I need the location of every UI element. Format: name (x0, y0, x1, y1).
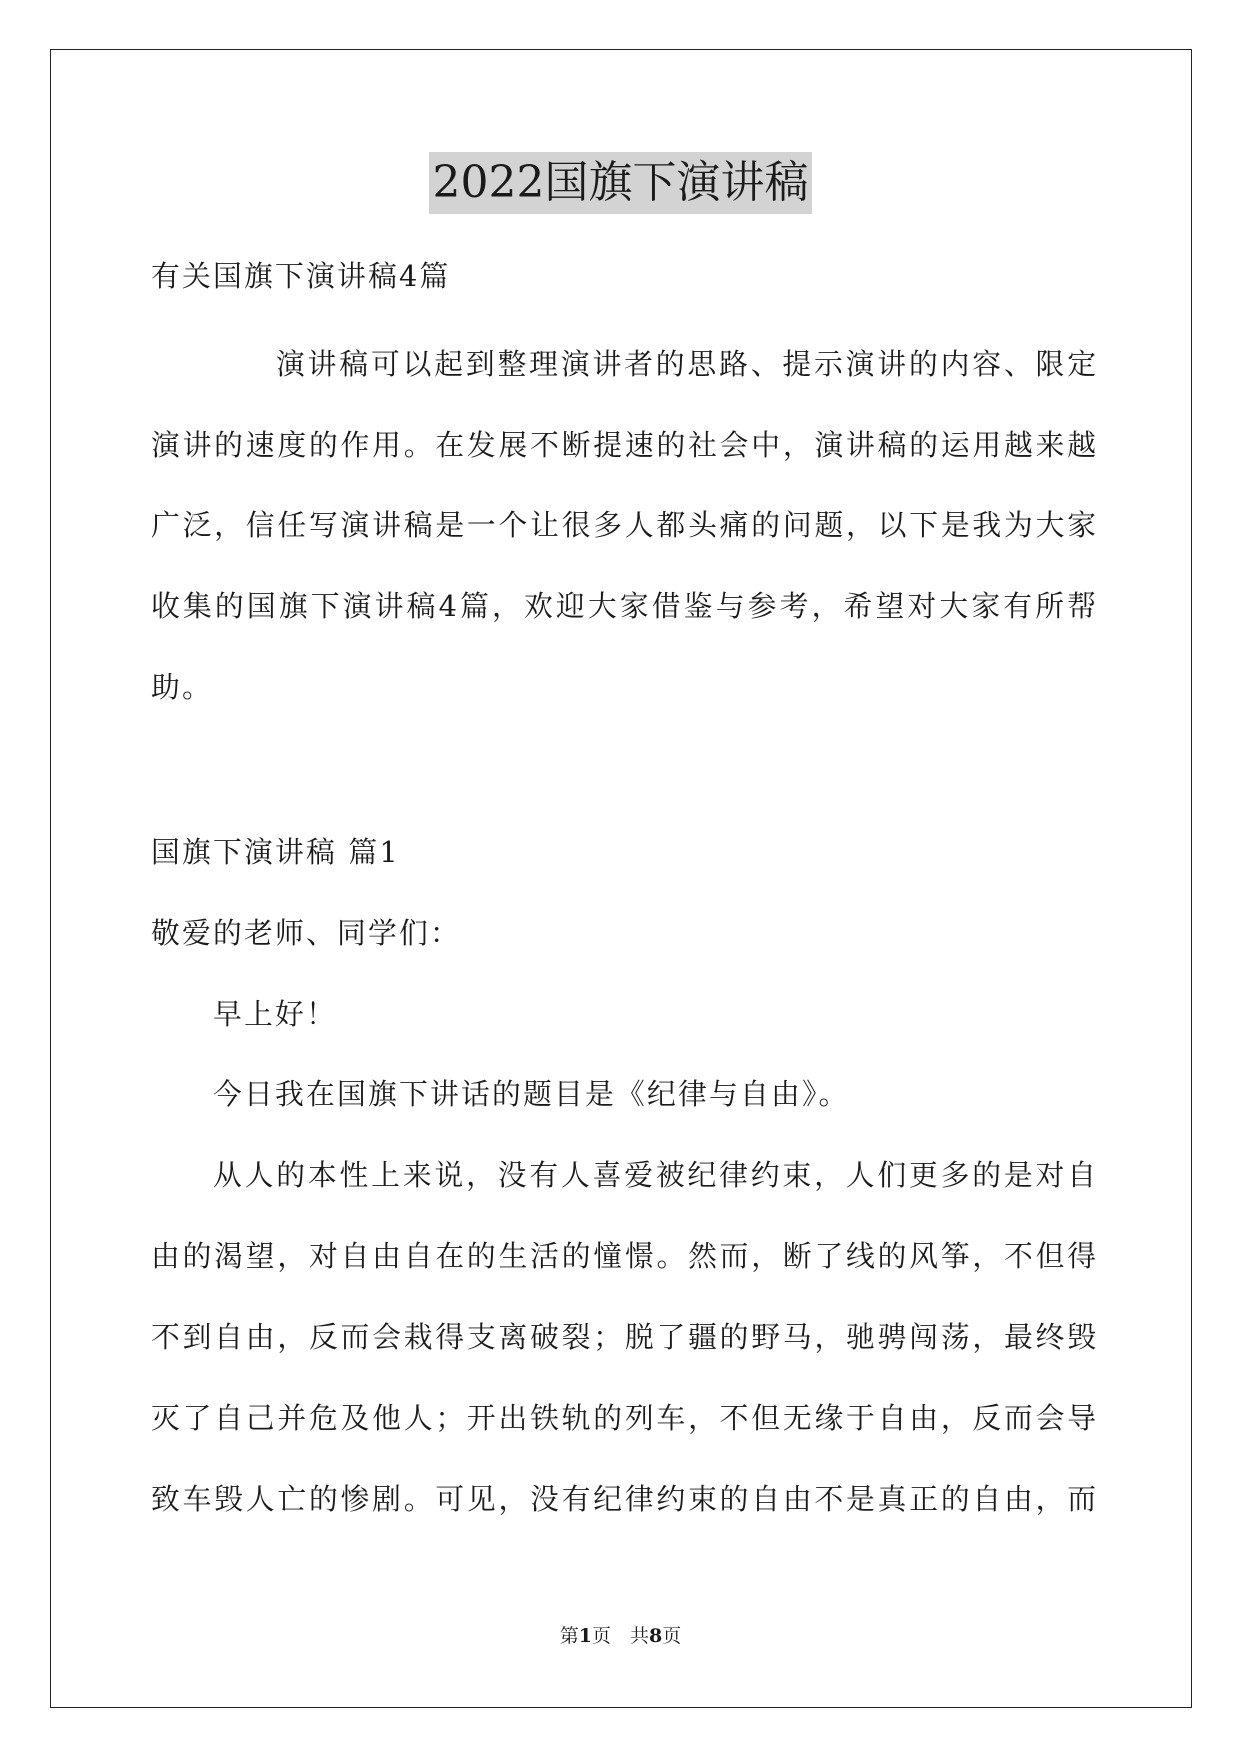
topic-line: 今日我在国旗下讲话的题目是《纪律与自由》。 (213, 1077, 850, 1111)
body-line-3: 不到自由，反而会栽得支离破裂；脱了疆的野马，驰骋闯荡，最终毁 (151, 1320, 1096, 1354)
intro-line-1: 演讲稿可以起到整理演讲者的思路、提示演讲的内容、限定 (276, 347, 1096, 381)
salutation: 敬爱的老师、同学们： (151, 916, 461, 950)
intro-line-3: 广泛，信任写演讲稿是一个让很多人都头痛的问题，以下是我为大家 (151, 508, 1096, 542)
body-line-1: 从人的本性上来说，没有人喜爱被纪律约束，人们更多的是对自 (213, 1158, 1096, 1192)
footer-middle: 页 共 (591, 1625, 649, 1647)
footer-total-pages: 8 (649, 1625, 663, 1647)
document-title: 2022国旗下演讲稿 (429, 152, 813, 214)
intro-line-2: 演讲的速度的作用。在发展不断提速的社会中，演讲稿的运用越来越 (151, 428, 1096, 462)
body-line-4: 灭了自己并危及他人；开出铁轨的列车，不但无缘于自由，反而会导 (151, 1401, 1096, 1435)
body-line-2: 由的渴望，对自由自在的生活的憧憬。然而，断了线的风筝，不但得 (151, 1239, 1096, 1273)
intro-line-4: 收集的国旗下演讲稿4篇，欢迎大家借鉴与参考，希望对大家有所帮 (151, 589, 1096, 623)
footer-current-page: 1 (578, 1625, 592, 1647)
footer-prefix: 第 (559, 1625, 579, 1647)
document-subtitle: 有关国旗下演讲稿4篇 (151, 259, 451, 293)
document-title-wrap (0, 152, 1241, 214)
footer-suffix: 页 (662, 1625, 682, 1647)
greeting: 早上好！ (213, 997, 337, 1031)
body-line-5: 致车毁人亡的惨剧。可见，没有纪律约束的自由不是真正的自由，而 (151, 1482, 1096, 1516)
page-footer (0, 1621, 1241, 1651)
section-heading: 国旗下演讲稿 篇1 (151, 835, 400, 869)
intro-line-5: 助。 (151, 670, 213, 704)
